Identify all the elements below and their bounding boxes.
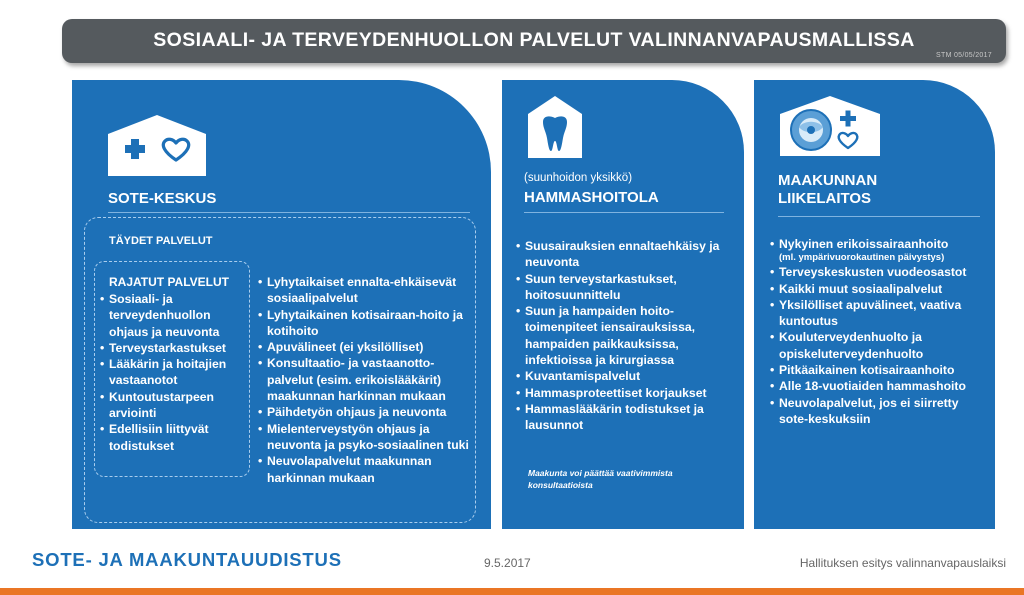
list-item: • Kaikki muut sosiaalipalvelut [770, 281, 988, 297]
list-item: • Mielenterveystyön ohjaus ja neuvonta ja psyko-sosiaalinen tuki [258, 421, 476, 454]
list-item: • Neuvolapalvelut, jos ei siirretty sote-keskuksiin [770, 395, 988, 428]
page-title: SOSIAALI- JA TERVEYDENHUOLLON PALVELUT VALINNANVAPAUSMALLISSA [153, 29, 915, 51]
list-item: • Kuvantamispalvelut [516, 368, 736, 384]
list-item: • Lääkärin ja hoitajien vastaanotot [100, 356, 246, 389]
list-item: • Päihdetyön ohjaus ja neuvonta [258, 404, 476, 420]
liikelaitos-list [770, 236, 988, 427]
title-bar [62, 19, 1006, 63]
list-item: • Suusairauksien ennaltaehkäisy ja neuvonta [516, 238, 736, 271]
limited-services-list [100, 291, 246, 454]
divider [108, 212, 470, 213]
sote-keskus-heading: SOTE-KESKUS [108, 190, 217, 207]
hammashoitola-list [516, 238, 736, 434]
full-services-list [258, 274, 476, 486]
footer-caption: Hallituksen esitys valinnanvapauslaiksi [799, 556, 1006, 570]
list-item: • Neuvolapalvelut maakunnan harkinnan mukaan [258, 453, 476, 486]
divider [524, 212, 724, 213]
list-item: • Terveyskeskusten vuodeosastot [770, 264, 988, 280]
document-code: STM 05/05/2017 [936, 52, 992, 59]
divider [778, 216, 980, 217]
list-item: • Lyhytaikainen kotisairaan-hoito ja kotihoito [258, 307, 476, 340]
list-item: • Yksilölliset apuvälineet, vaativa kuntoutus [770, 297, 988, 330]
house-cross-heart-icon [106, 112, 208, 178]
hammashoitola-preheading: (suunhoidon yksikkö) [524, 172, 633, 184]
list-item-main: Nykyinen erikoissairaanhoito [779, 237, 949, 251]
list-item: • Terveystarkastukset [100, 340, 246, 356]
list-item: • Sosiaali- ja terveydenhuollon ohjaus ja neuvonta [100, 291, 246, 340]
house-tooth-icon [526, 94, 584, 160]
liikelaitos-panel [754, 80, 995, 529]
full-services-label: TÄYDET PALVELUT [109, 235, 213, 247]
footer-date: 9.5.2017 [484, 556, 531, 570]
list-item: • Pitkäaikainen kotisairaanhoito [770, 362, 988, 378]
list-item: • Lyhytaikaiset ennalta-ehkäisevät sosiaalipalvelut [258, 274, 476, 307]
footer-accent-bar [0, 588, 1024, 595]
list-item [770, 236, 988, 264]
hammashoitola-heading: HAMMASHOITOLA [524, 189, 659, 206]
sote-keskus-panel [72, 80, 491, 529]
list-item: • Edellisiin liittyvät todistukset [100, 421, 246, 454]
list-item: • Alle 18-vuotiaiden hammashoito [770, 378, 988, 394]
list-item: • Apuvälineet (ei yksilölliset) [258, 339, 476, 355]
footer-brand: SOTE- JA MAAKUNTAUUDISTUS [32, 549, 342, 570]
list-item: • Kuntoutustarpeen arviointi [100, 389, 246, 422]
limited-services-label: RAJATUT PALVELUT [109, 275, 229, 289]
list-item: • Konsultaatio- ja vastaanotto-palvelut (esim. erikoislääkärit) maakunnan harkinnan mukaan [258, 355, 476, 404]
list-item: • Hammaslääkärin todistukset ja lausunnot [516, 401, 736, 434]
hammashoitola-note: Maakunta voi päättää vaativimmista konsultaatioista [528, 468, 673, 490]
liikelaitos-heading-line2: LIIKELAITOS [778, 190, 872, 207]
house-xray-cross-heart-icon [778, 94, 882, 158]
list-item: • Hammasproteettiset korjaukset [516, 385, 736, 401]
list-item: • Suun terveystarkastukset, hoitosuunnittelu [516, 271, 736, 304]
list-item-note: (ml. ympärivuorokautinen päivystys) [779, 252, 945, 264]
list-item: • Suun ja hampaiden hoito-toimenpiteet iensairauksissa, hampaiden paikkauksissa, infektioissa ja kirurgiassa [516, 303, 736, 368]
list-item: • Kouluterveydenhuolto ja opiskeluterveydenhuolto [770, 329, 988, 362]
hammashoitola-panel [502, 80, 744, 529]
liikelaitos-heading-line1: MAAKUNNAN [778, 172, 878, 189]
